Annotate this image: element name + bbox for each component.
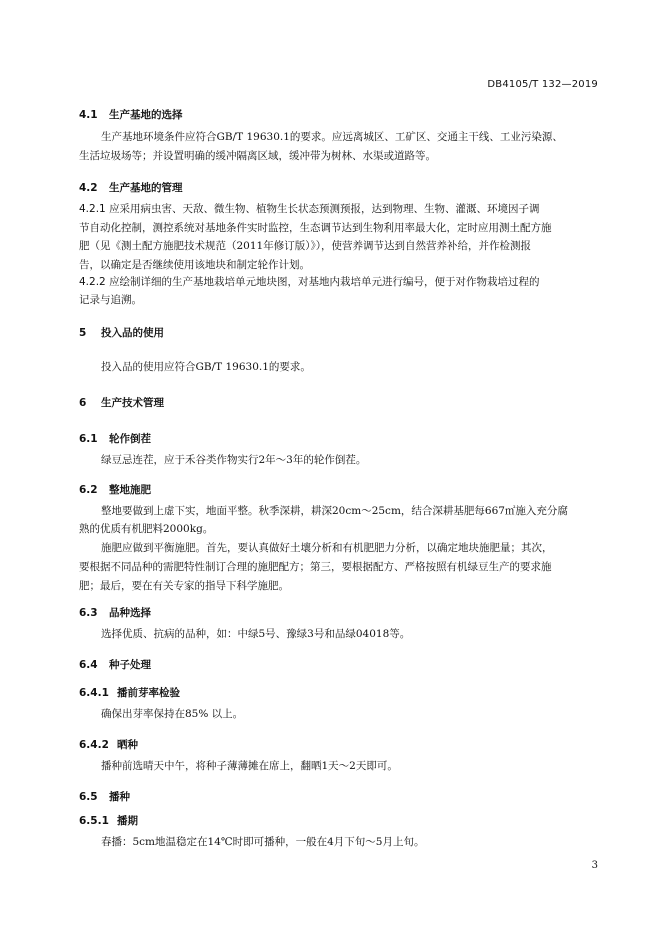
paragraph-6-5-1: 春播：5cm地温稳定在14℃时即可播种，一般在4月下旬～5月上旬。 <box>101 836 425 848</box>
heading-number: 6.5 <box>79 791 98 803</box>
heading-number: 6.1 <box>79 433 98 445</box>
paragraph-6-2-1-line-2: 熟的优质有机肥料2000kg。 <box>79 523 214 535</box>
heading-title: 轮作倒茬 <box>109 433 151 445</box>
clause-number: 4.2.2 <box>79 276 106 288</box>
heading-number: 6.2 <box>79 484 98 496</box>
heading-title: 投入品的使用 <box>101 327 164 339</box>
paragraph-6-2-2-line-3: 肥；最后，要在有关专家的指导下科学施肥。 <box>79 580 289 592</box>
paragraph-4-2-1-line-1 <box>79 200 540 218</box>
heading-number: 5 <box>79 327 87 339</box>
heading-number: 6.4.1 <box>79 687 109 699</box>
heading-6-1 <box>79 431 151 446</box>
paragraph-4-1-line-1: 生产基地环境条件应符合GB/T 19630.1的要求。应远离城区、工矿区、交通主干线、工业污染源、 <box>101 131 563 143</box>
heading-title: 播期 <box>117 815 138 827</box>
heading-title: 生产基地的选择 <box>109 109 183 121</box>
heading-number: 6.4 <box>79 659 98 671</box>
heading-number: 6 <box>79 397 87 409</box>
heading-title: 生产技术管理 <box>101 397 164 409</box>
heading-6-4-1 <box>79 685 180 700</box>
heading-6-5-1 <box>79 813 138 828</box>
heading-title: 晒种 <box>117 739 138 751</box>
paragraph-6-2-2-line-2: 要根据不同品种的需肥特性制订合理的施肥配方；第三，要根据配方、严格按照有机绿豆生产的要求施 <box>79 561 552 573</box>
paragraph-4-1-line-2: 生活垃圾场等；并设置明确的缓冲隔离区域，缓冲带为树林、水渠或道路等。 <box>79 150 436 162</box>
heading-title: 播前芽率检验 <box>117 687 180 699</box>
page-number: 3 <box>591 860 598 871</box>
heading-number: 6.3 <box>79 607 98 619</box>
heading-6-4-2 <box>79 737 138 752</box>
heading-4-1 <box>79 107 183 122</box>
heading-title: 品种选择 <box>109 607 151 619</box>
clause-text: 应绘制详细的生产基地栽培单元地块图，对基地内栽培单元进行编号，便于对作物栽培过程的 <box>109 276 540 288</box>
paragraph-6-4-2: 播种前选晴天中午，将种子薄薄摊在席上，翻晒1天～2天即可。 <box>101 760 398 772</box>
heading-number: 4.2 <box>79 182 98 194</box>
heading-title: 整地施肥 <box>109 484 151 496</box>
heading-6-3 <box>79 605 151 620</box>
paragraph-6-1: 绿豆忌连茬，应于禾谷类作物实行2年～3年的轮作倒茬。 <box>101 454 367 466</box>
heading-title: 生产基地的管理 <box>109 182 183 194</box>
paragraph-4-2-1-line-4: 告，以确定是否继续使用该地块和制定轮作计划。 <box>79 259 310 271</box>
heading-6-5 <box>79 789 130 804</box>
heading-6-2 <box>79 482 151 497</box>
clause-text: 应采用病虫害、天敌、微生物、植物生长状态预测预报，达到物理、生物、灌溉、环境因子调 <box>109 203 540 215</box>
paragraph-5: 投入品的使用应符合GB/T 19630.1的要求。 <box>101 361 311 373</box>
paragraph-4-2-1-line-3: 肥（见《测土配方施肥技术规范（2011年修订版）》），使营养调节达到自然营养补给，并作检测报 <box>79 240 531 252</box>
heading-4-2 <box>79 180 183 195</box>
heading-5 <box>79 325 164 340</box>
paragraph-4-2-2-line-1 <box>79 273 540 291</box>
heading-number: 6.5.1 <box>79 815 109 827</box>
paragraph-4-2-2-line-2: 记录与追溯。 <box>79 294 142 306</box>
paragraph-4-2-1-line-2: 节自动化控制，测控系统对基地条件实时监控，生态调节达到生物利用率最大化，定时应用测土配方施 <box>79 222 552 234</box>
paragraph-6-3: 选择优质、抗病的品种，如：中绿5号、豫绿3号和品绿04018等。 <box>101 628 411 640</box>
paragraph-6-4-1: 确保出芽率保持在85% 以上。 <box>101 708 244 720</box>
paragraph-6-2-2-line-1: 施肥应做到平衡施肥。首先，要认真做好土壤分析和有机肥肥力分析，以确定地块施肥量；其次， <box>101 542 553 554</box>
heading-title: 播种 <box>109 791 130 803</box>
standard-code: DB4105/T 132—2019 <box>487 79 598 90</box>
clause-number: 4.2.1 <box>79 203 106 215</box>
paragraph-6-2-1-line-1: 整地要做到上虚下实，地面平整。秋季深耕，耕深20cm～25cm，结合深耕基肥每667㎡施入充分腐 <box>101 505 568 517</box>
heading-6 <box>79 395 164 410</box>
heading-title: 种子处理 <box>109 659 151 671</box>
heading-6-4 <box>79 657 151 672</box>
heading-number: 6.4.2 <box>79 739 109 751</box>
heading-number: 4.1 <box>79 109 98 121</box>
